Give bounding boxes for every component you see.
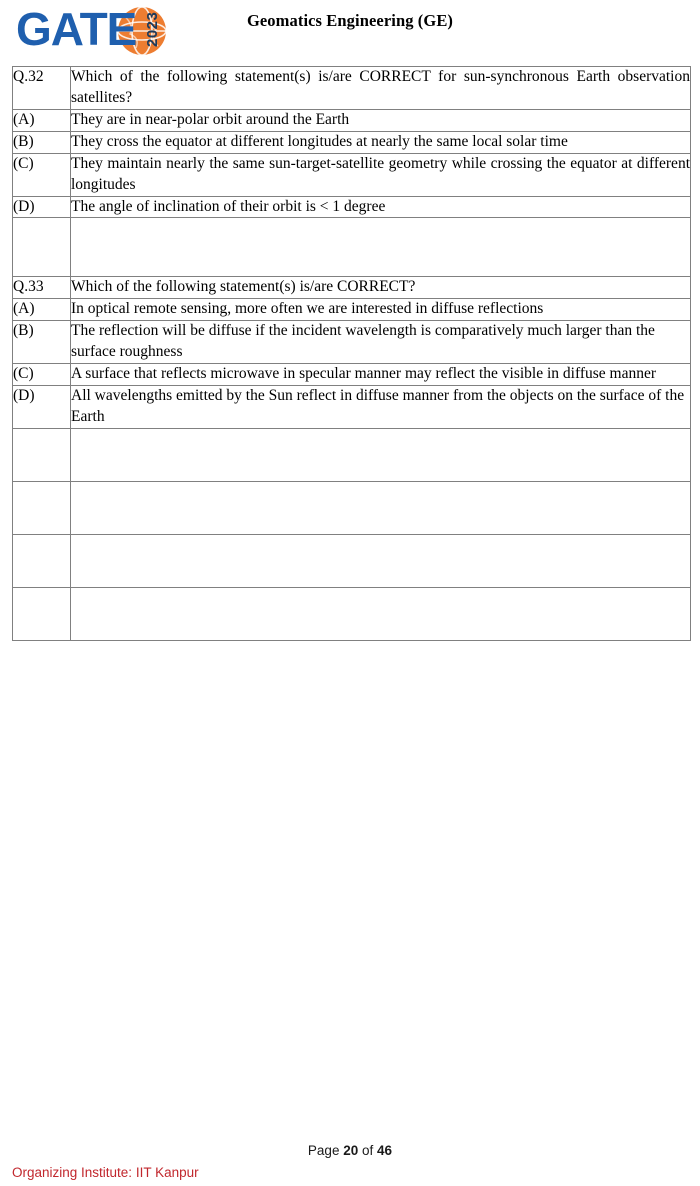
- blank-body-cell: [71, 587, 691, 640]
- question-table: [12, 66, 691, 641]
- option-text-q32-a: They are in near-polar orbit around the Earth: [71, 109, 691, 131]
- table-row-blank: [13, 428, 691, 481]
- blank-label-cell: [13, 481, 71, 534]
- blank-body-cell: [71, 428, 691, 481]
- table-row: [13, 386, 691, 429]
- gate-year-text: 2023: [144, 11, 161, 47]
- page-number-current: 20: [343, 1143, 359, 1158]
- option-text-q33-a: In optical remote sensing, more often we are interested in diffuse reflections: [71, 299, 691, 321]
- table-row: [13, 153, 691, 196]
- organizing-institute-label: Organizing Institute: IIT Kanpur: [12, 1165, 199, 1180]
- option-text-q33-b: The reflection will be diffuse if the incident wavelength is comparatively much larger than the surface roughness: [71, 321, 691, 364]
- page-number-prefix: Page: [307, 1143, 340, 1158]
- question-number-q32: Q.32: [13, 67, 71, 110]
- option-text-q33-c: A surface that reflects microwave in specular manner may reflect the visible in diffuse manner: [71, 364, 691, 386]
- blank-body-cell: [71, 481, 691, 534]
- table-row: [13, 196, 691, 218]
- gate-wordmark: GATE: [16, 4, 137, 55]
- option-label-q33-d: (D): [13, 386, 71, 429]
- page-number-total: 46: [377, 1143, 393, 1158]
- table-row: [13, 109, 691, 131]
- blank-label-cell: [13, 534, 71, 587]
- table-row-blank: [13, 481, 691, 534]
- question-number-q33: Q.33: [13, 277, 71, 299]
- page-number: [0, 1143, 700, 1158]
- blank-body-cell: [71, 534, 691, 587]
- blank-label-cell: [13, 428, 71, 481]
- option-label-q32-a: (A): [13, 109, 71, 131]
- table-row-spacer: [13, 218, 691, 277]
- option-text-q32-d: The angle of inclination of their orbit is < 1 degree: [71, 196, 691, 218]
- page-header: [0, 0, 700, 62]
- table-row: [13, 364, 691, 386]
- question-text-q33: Which of the following statement(s) is/are CORRECT?: [71, 277, 691, 299]
- option-label-q33-b: (B): [13, 321, 71, 364]
- spacer-label-cell: [13, 218, 71, 277]
- option-label-q32-b: (B): [13, 131, 71, 153]
- option-text-q33-d: All wavelengths emitted by the Sun reflect in diffuse manner from the objects on the surface of the Earth: [71, 386, 691, 429]
- table-row: [13, 67, 691, 110]
- option-label-q33-c: (C): [13, 364, 71, 386]
- option-label-q32-d: (D): [13, 196, 71, 218]
- option-text-q32-b: They cross the equator at different longitudes at nearly the same local solar time: [71, 131, 691, 153]
- option-text-q32-c: They maintain nearly the same sun-target-satellite geometry while crossing the equator at different longitudes: [71, 153, 691, 196]
- table-row: [13, 299, 691, 321]
- table-row: [13, 131, 691, 153]
- table-row-blank: [13, 587, 691, 640]
- page-number-middle: of: [362, 1143, 374, 1158]
- table-row: [13, 321, 691, 364]
- option-label-q33-a: (A): [13, 299, 71, 321]
- question-text-q32: Which of the following statement(s) is/are CORRECT for sun-synchronous Earth observation satellites?: [71, 67, 691, 110]
- page-title: Geomatics Engineering (GE): [246, 11, 454, 30]
- table-row-blank: [13, 534, 691, 587]
- option-label-q32-c: (C): [13, 153, 71, 196]
- spacer-body-cell: [71, 218, 691, 277]
- table-row: [13, 277, 691, 299]
- blank-label-cell: [13, 587, 71, 640]
- question-table-body: [13, 67, 691, 641]
- page-footer: [0, 1140, 700, 1186]
